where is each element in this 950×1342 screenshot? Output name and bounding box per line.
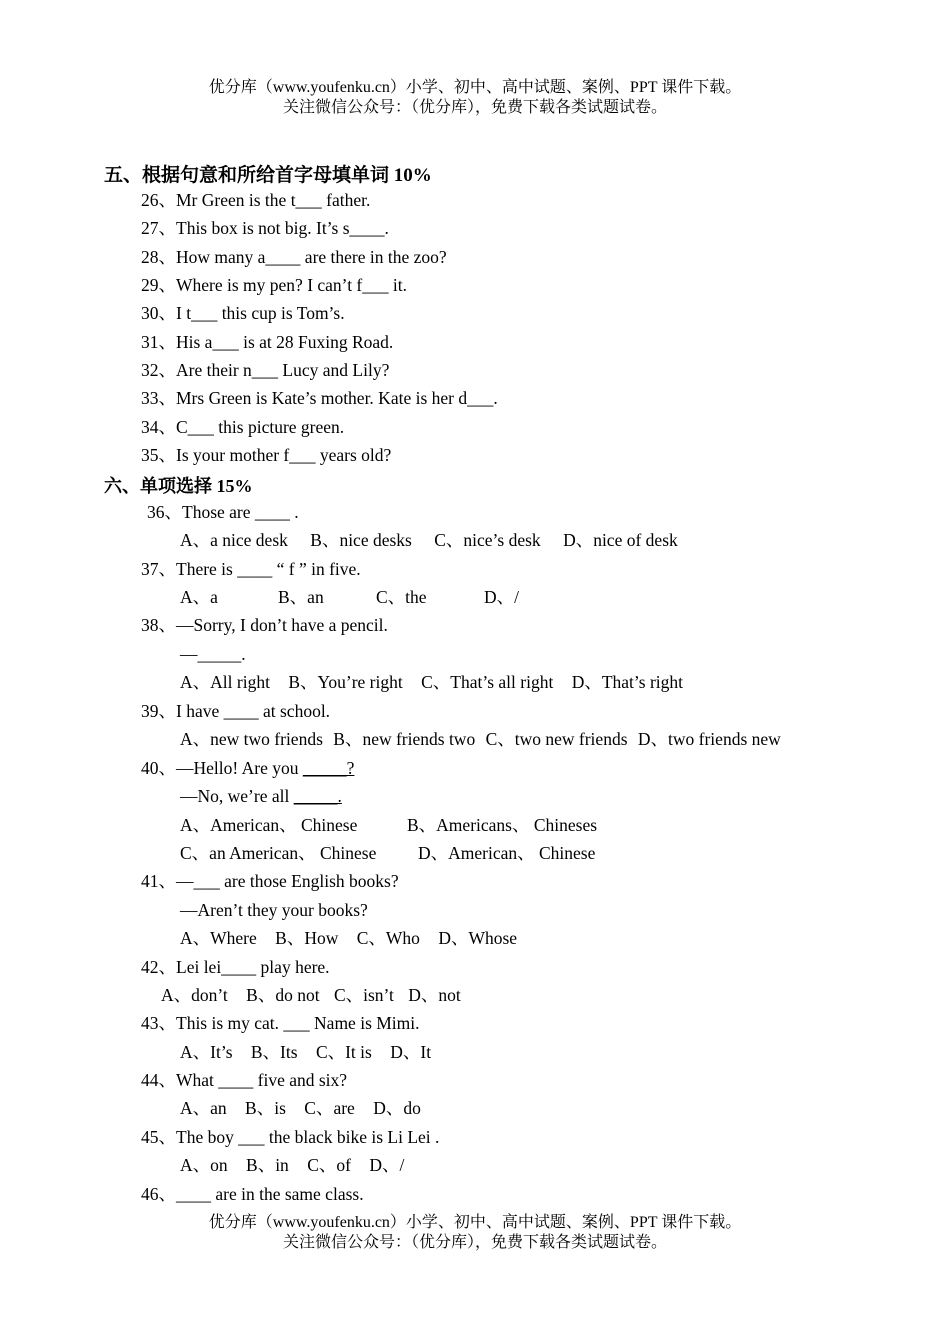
option-d: D、/ bbox=[484, 587, 519, 607]
option-b: B、nice desks bbox=[310, 530, 412, 550]
option-c: C、of bbox=[307, 1155, 351, 1175]
question-28: 28、How many a____ are there in the zoo? bbox=[141, 247, 447, 267]
question-36-options bbox=[180, 529, 678, 551]
question-38-reply: —_____. bbox=[180, 644, 246, 664]
option-a: A、It’s bbox=[180, 1042, 233, 1062]
option-a: A、a bbox=[180, 587, 218, 607]
question-40 bbox=[141, 757, 354, 779]
question-44: 44、What ____ five and six? bbox=[141, 1070, 348, 1090]
option-c: C、two new friends bbox=[485, 729, 628, 749]
question-43-options bbox=[180, 1041, 431, 1063]
question-41-reply: —Aren’t they your books? bbox=[180, 900, 368, 920]
question-37: 37、There is ____ “ f ” in five. bbox=[141, 559, 361, 579]
option-c: C、That’s all right bbox=[421, 672, 554, 692]
question-40-options-row-2 bbox=[180, 842, 595, 864]
option-c: C、It is bbox=[315, 1042, 372, 1062]
option-d: D、Whose bbox=[438, 928, 518, 948]
option-d: D、nice of desk bbox=[563, 530, 678, 550]
option-b: B、an bbox=[278, 587, 324, 607]
question-27: 27、This box is not big. It’s s____. bbox=[141, 218, 389, 238]
option-a: A、new two friends bbox=[180, 729, 323, 749]
question-42: 42、Lei lei____ play here. bbox=[141, 957, 330, 977]
question-37-options bbox=[180, 586, 519, 608]
option-d: D、do bbox=[373, 1098, 421, 1118]
footer-line-2: 关注微信公众号：（优分库），免费下载各类试题试卷。 bbox=[282, 1234, 667, 1251]
question-41-options bbox=[180, 927, 517, 949]
option-c: C、Who bbox=[356, 928, 420, 948]
question-40-reply-blank: _____. bbox=[293, 786, 342, 806]
question-38-options bbox=[180, 671, 683, 693]
question-30: 30、I t___ this cup is Tom’s. bbox=[141, 303, 345, 323]
option-a: A、on bbox=[180, 1155, 228, 1175]
question-45: 45、The boy ___ the black bike is Li Lei . bbox=[141, 1127, 440, 1147]
option-c: C、the bbox=[376, 587, 427, 607]
question-42-options bbox=[161, 984, 461, 1006]
question-40-stem: 40、—Hello! Are you bbox=[141, 758, 303, 778]
question-46: 46、____ are in the same class. bbox=[141, 1184, 364, 1204]
option-a: A、a nice desk bbox=[180, 530, 288, 550]
option-b: B、is bbox=[245, 1098, 286, 1118]
option-c: C、an American、 Chinese bbox=[180, 843, 377, 863]
question-40-blank: _____? bbox=[302, 758, 355, 778]
header-line-2: 关注微信公众号：（优分库），免费下载各类试题试卷。 bbox=[282, 99, 667, 116]
question-32: 32、Are their n___ Lucy and Lily? bbox=[141, 360, 390, 380]
option-a: A、All right bbox=[180, 672, 270, 692]
option-d: D、American、 Chinese bbox=[418, 843, 596, 863]
question-44-options bbox=[180, 1097, 421, 1119]
option-a: A、an bbox=[180, 1098, 227, 1118]
question-26: 26、Mr Green is the t___ father. bbox=[141, 190, 371, 210]
option-b: B、Americans、 Chineses bbox=[407, 815, 598, 835]
question-29: 29、Where is my pen? I can’t f___ it. bbox=[141, 275, 407, 295]
option-b: B、Its bbox=[250, 1042, 298, 1062]
option-a: A、American、 Chinese bbox=[180, 815, 358, 835]
question-36: 36、Those are ____ . bbox=[147, 502, 299, 522]
option-b: B、do not bbox=[246, 985, 320, 1005]
question-39: 39、I have ____ at school. bbox=[141, 701, 331, 721]
question-40-reply-text: —No, we’re all bbox=[180, 786, 294, 806]
option-d: D、/ bbox=[369, 1155, 405, 1175]
option-c: C、nice’s desk bbox=[434, 530, 541, 550]
question-41: 41、—___ are those English books? bbox=[141, 871, 399, 891]
option-d: D、It bbox=[390, 1042, 432, 1062]
question-33: 33、Mrs Green is Kate’s mother. Kate is her d___. bbox=[141, 388, 498, 408]
option-d: D、not bbox=[408, 985, 461, 1005]
question-45-options bbox=[180, 1154, 404, 1176]
question-31: 31、His a___ is at 28 Fuxing Road. bbox=[141, 332, 394, 352]
header-line-1: 优分库（www.youfenku.cn）小学、初中、高中试题、案例、PPT 课件下载。 bbox=[208, 79, 742, 96]
option-b: B、in bbox=[246, 1155, 289, 1175]
option-d: D、That’s right bbox=[571, 672, 684, 692]
section-5-title: 五、根据句意和所给首字母填单词 10% bbox=[104, 165, 432, 186]
question-38: 38、—Sorry, I don’t have a pencil. bbox=[141, 615, 388, 635]
question-40-reply bbox=[180, 785, 342, 807]
question-39-options bbox=[180, 728, 781, 750]
option-d: D、two friends new bbox=[637, 729, 781, 749]
option-c: C、are bbox=[304, 1098, 355, 1118]
question-40-options-row-1 bbox=[180, 814, 597, 836]
option-b: B、You’re right bbox=[288, 672, 403, 692]
question-35: 35、Is your mother f___ years old? bbox=[141, 445, 392, 465]
option-a: A、Where bbox=[180, 928, 257, 948]
option-a: A、don’t bbox=[161, 985, 228, 1005]
question-34: 34、C___ this picture green. bbox=[141, 417, 345, 437]
question-43: 43、This is my cat. ___ Name is Mimi. bbox=[141, 1013, 420, 1033]
option-c: C、isn’t bbox=[333, 985, 394, 1005]
footer-line-1: 优分库（www.youfenku.cn）小学、初中、高中试题、案例、PPT 课件下载。 bbox=[208, 1214, 742, 1231]
section-6-title: 六、单项选择 15% bbox=[104, 476, 253, 496]
option-b: B、new friends two bbox=[333, 729, 476, 749]
option-b: B、How bbox=[275, 928, 339, 948]
